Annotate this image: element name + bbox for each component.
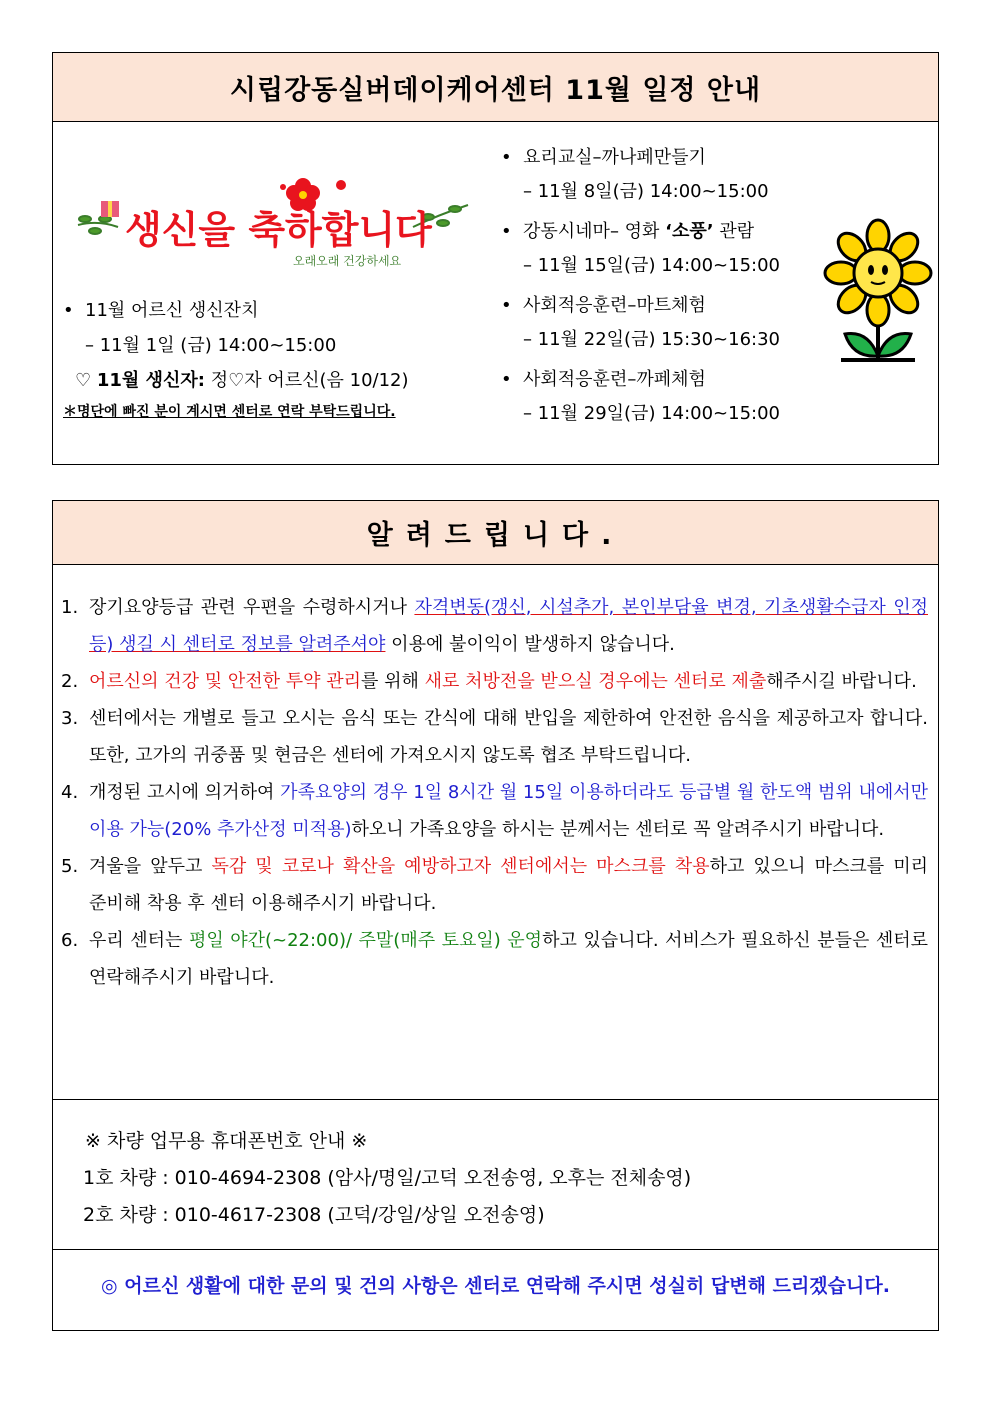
banner-main-text: 생신을 축하합니다 (125, 208, 432, 252)
divider (53, 1099, 938, 1100)
event-item (501, 289, 780, 357)
bullet: • (501, 221, 512, 242)
bullet: • (501, 147, 512, 168)
notice-highlight: 독감 및 코로나 확산을 예방하고자 센터에서는 마스크를 착용 (211, 856, 710, 877)
birthday-banner-image (73, 165, 473, 275)
bullet: • (501, 295, 512, 316)
notice-highlight: 어르신의 건강 및 안전한 투약 관리 (89, 671, 362, 692)
birthday-info (63, 293, 409, 424)
heart-icon: ♡ (75, 370, 92, 391)
event-date: – 11월 15일(금) 14:00~15:00 (523, 255, 781, 276)
notice-title: 알려드립니다. (53, 501, 938, 565)
event-list (501, 141, 780, 437)
vehicle-info (83, 1123, 691, 1234)
vehicle-row: 1호 차량 : 010-4694-2308 (암사/명일/고덕 오전송영, 오후는 전체송영) (83, 1167, 692, 1189)
event-item: • 강동시네마– 영화 ‘소풍’ 관람 – 11월 15일(금) 14:00~15:00 (501, 215, 780, 283)
notice-highlight: 새로 처방전을 받으실 경우에는 센터로 제출 (424, 671, 767, 692)
notice-highlight: 가족요양의 경우 1일 8시간 월 15일 이용하더라도 등급별 월 한도액 범위 내에서만 이용 가능(20% 추가산정 미적용) (89, 782, 929, 840)
notice-highlight: 평일 야간(~22:00)/ 주말(매주 토요일) 운영 (188, 930, 543, 951)
honoree-name: 정♡자 어르신(음 10/12) (210, 370, 409, 391)
event-item (501, 363, 780, 431)
notice-item: 4. 개정된 고시에 의거하여 가족요양의 경우 1일 8시간 월 15일 이용하더라도 등급별 월 한도액 범위 내에서만 이용 가능(20% 추가산정 미적용)하오니 가족요양을 하시는 분께서는 센터로 꼭 알려주시기 바랍니다. (61, 782, 929, 840)
birthday-note: ＊명단에 빠진 분이 계시면 센터로 연락 부탁드립니다. (63, 404, 396, 420)
event-name: 요리교실–까나페만들기 (523, 147, 706, 168)
sunflower-icon (823, 218, 933, 368)
event-name: 강동시네마– 영화 (523, 221, 666, 242)
vehicle-heading: ※ 차량 업무용 휴대폰번호 안내 ※ (85, 1130, 368, 1152)
divider (53, 1249, 938, 1250)
birthday-date: – 11월 1일 (금) 14:00~15:00 (85, 335, 337, 356)
schedule-section (52, 52, 939, 465)
bullet: • (501, 369, 512, 390)
event-date: – 11월 29일(금) 14:00~15:00 (523, 403, 781, 424)
honoree-label: 11월 생신자: (96, 370, 205, 391)
event-item (501, 141, 780, 209)
notice-item: 1. 장기요양등급 관련 우편을 수령하시거나 자격변동(갱신, 시설추가, 본인부담율 변경, 기초생활수급자 인정 등) 생길 시 센터로 정보를 알려주셔야 이용에 불이익이 발생하지 않습니다. (61, 597, 928, 655)
event-date: – 11월 22일(금) 15:30~16:30 (523, 329, 781, 350)
notice-item: 3. 센터에서는 개별로 들고 오시는 음식 또는 간식에 대해 반입을 제한하여 안전한 음식을 제공하고자 합니다. 또한, 고가의 귀중품 및 현금은 센터에 가져오시지 않도록 협조 부탁드립니다. (61, 708, 928, 766)
contact-footer: ◎ 어르신 생활에 대한 문의 및 건의 사항은 센터로 연락해 주시면 성실히 답변해 드리겠습니다. (101, 1275, 890, 1297)
notice-highlight: 자격변동(갱신, 시설추가, 본인부담율 변경, 기초생활수급자 인정 등) 생길 시 센터로 정보를 알려주셔야 (89, 597, 928, 655)
bullet: • (63, 300, 74, 321)
notice-item: 2. 어르신의 건강 및 안전한 투약 관리를 위해 새로 처방전을 받으실 경우에는 센터로 제출해주시길 바랍니다. (61, 671, 917, 692)
notice-item: 5. 겨울을 앞두고 독감 및 코로나 확산을 예방하고자 센터에서는 마스크를 착용하고 있으니 마스크를 미리 준비해 착용 후 센터 이용해주시기 바랍니다. (61, 856, 929, 914)
event-date: – 11월 8일(금) 14:00~15:00 (523, 181, 769, 202)
notice-item: 6. 우리 센터는 평일 야간(~22:00)/ 주말(매주 토요일) 운영하고 있습니다. 서비스가 필요하신 분들은 센터로 연락해주시기 바랍니다. (61, 930, 928, 988)
banner-sub-text: 오래오래 건강하세요 (293, 254, 402, 268)
schedule-title: 시립강동실버데이케어센터 11월 일정 안내 (53, 53, 938, 122)
notice-list (61, 589, 928, 996)
event-name: 사회적응훈련–까페체험 (523, 369, 706, 390)
vehicle-row: 2호 차량 : 010-4617-2308 (고덕/강일/상일 오전송영) (83, 1204, 545, 1226)
notice-section (52, 500, 939, 1331)
event-name: 사회적응훈련–마트체험 (523, 295, 706, 316)
birthday-event: 11월 어르신 생신잔치 (85, 300, 259, 321)
event-movie-title: ‘소풍’ (665, 221, 714, 242)
